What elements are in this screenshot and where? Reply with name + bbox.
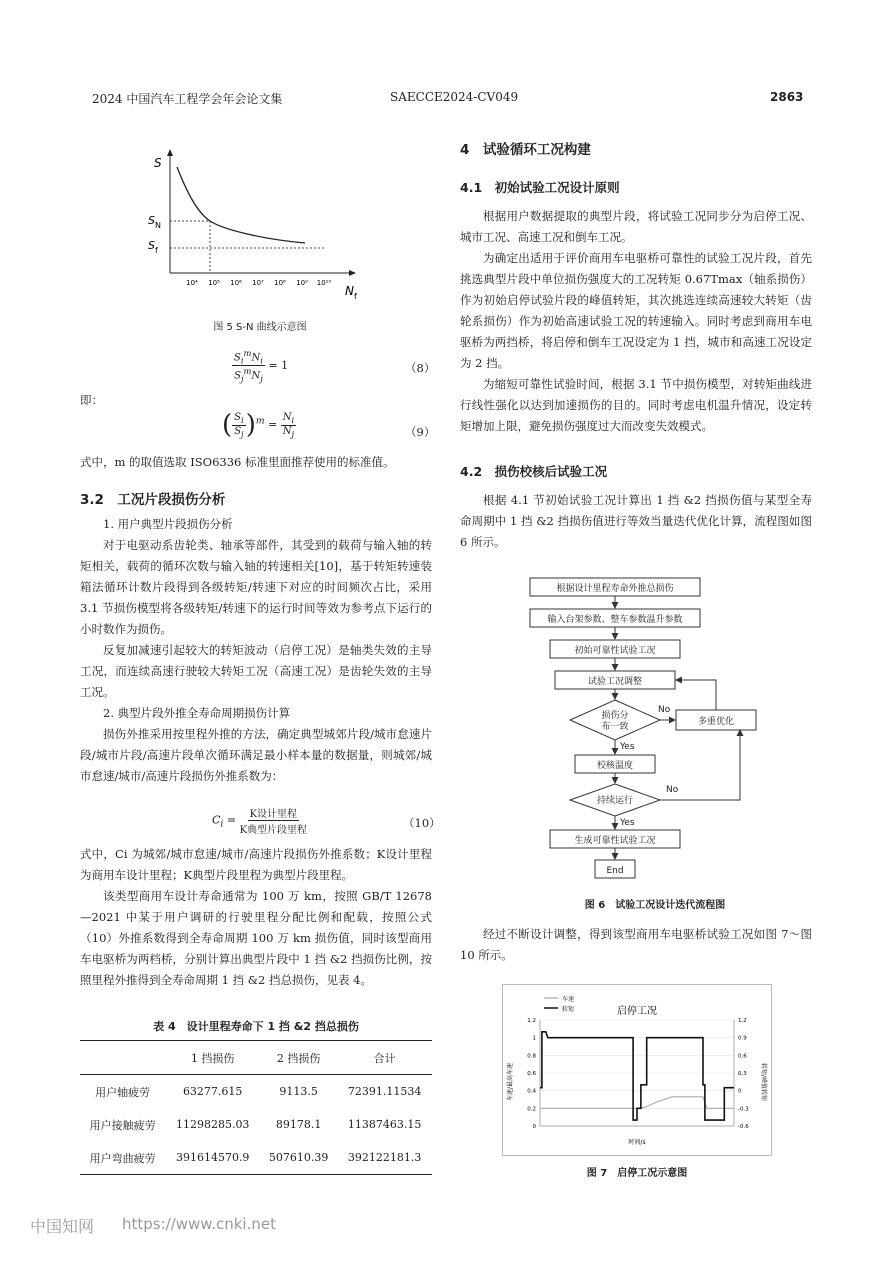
sec32-body [80,514,432,787]
chart-y-label: 车速/最高车速 [507,1062,514,1102]
chart-y-tick: 1.2 [527,1018,536,1024]
fc-yes-2: Yes [620,818,635,828]
sec41-para1: 根据用户数据提取的典型片段，将试验工况同步分为启停工况、城市工况、高速工况和倒车工况。 [460,209,812,244]
y-axis-label: S [154,156,162,170]
table-row [80,1141,432,1175]
sec32-sub1: 1. 用户典型片段损伤分析 [103,517,233,531]
chart-title: 启停工况 [617,1006,657,1017]
table-cell: 用户轴疲劳 [95,1085,151,1099]
legend-label-torque: 转矩 [562,1006,575,1013]
fc-yes-1: Yes [620,742,635,752]
table-cell: 11298285.03 [175,1118,250,1131]
sec32-body-2 [80,844,432,991]
sf-label: S [148,239,155,252]
table-cell: 9113.5 [279,1085,318,1098]
sec41-body [460,206,812,437]
sn-tick-label: 10¹⁰ [316,279,332,287]
sec42-para5: 经过不断设计调整，得到该型商用车电驱桥试验工况如图 7～图 10 所示。 [460,927,812,962]
chart-y2-label: 转矩/峰值转矩 [760,1062,767,1102]
start-stop-chart [502,984,772,1156]
eq10-num: K设计里程 [248,805,299,821]
eq9-number: （9） [405,425,436,439]
x-axis-label-sub: f [354,292,357,301]
equation-8: $\frac{S_i^mN_i}{S_j^mN_j}$ = 1 [234,348,289,384]
eq-intro: 即： [80,393,103,407]
sn-tick-label: 10⁴ [186,279,198,287]
fc-box-5-text: 校核温度 [596,761,634,771]
sn-tick-label: 10⁵ [208,279,220,287]
sec41-para2: 为确定出适用于评价商用车电驱桥可靠性的试验工况片段，首先挑选典型片段中单位损伤强度大的工况转矩 0.67Tmax（轴系损伤）作为初始启停试验片段的峰值转矩，其次挑选连续高速较大转矩（齿轮系损伤）作为初始高速试验工况的转速输入。同时考虑到商用车电驱桥为两挡桥，将启停和倒车工况设定为 1 挡，城市和高速工况设定为 2 挡。 [460,251,812,370]
sec4-title: 4 试验循环工况构建 [460,142,591,158]
y-axis-arrow [167,149,173,156]
sn-tick-label: 10⁸ [274,279,286,287]
table-cell: 391614570.9 [165,1141,260,1175]
fc-box-2-text: 输入台架参数、整车参数温升参数 [547,615,683,625]
eq10-number: （10） [403,816,441,830]
sn-tick-label: 10⁷ [252,279,264,287]
eq9-rhs: = [268,418,278,431]
table-cell: 89178.1 [275,1118,322,1131]
table-cell: 用户弯曲疲劳 [80,1141,165,1175]
cnki-logo: 中国知网 [30,1217,95,1236]
page-number: 2863 [770,90,804,104]
flowchart-fig6 [520,568,790,888]
table4-header-row [80,1041,432,1075]
sec32-para2: 反复加减速引起较大的转矩波动（启停工况）是轴类失效的主导工况，而连续高速行驶较大转矩工况（高速工况）是齿轮失效的主导工况。 [80,643,432,699]
table-cell: 72391.11534 [347,1085,422,1098]
fc-decision-1-text-a: 损伤分 [601,711,629,721]
table4-header [80,1041,165,1075]
sec41-para3: 为缩短可靠性试验时间，根据 3.1 节中损伤模型，对转矩曲线进行线性强化以达到加速损伤的目的。同时考虑电机温升情况，设定转矩增加上限，避免损伤强度过大而改变失效模式。 [460,377,812,433]
eq10-den: K典型片段里程 [239,825,308,836]
sec32-para3: 损伤外推采用按里程外推的方法，确定典型城郊片段/城市怠速片段/城市片段/高速片段单次循环满足最小样本量的数据量，则城郊/城市怠速/城市/高速片段损伤外推系数为： [80,727,432,783]
running-header-left: 2024 中国汽车工程学会年会论文集 [92,92,283,106]
table-row [80,1075,432,1109]
table-cell: 11387463.15 [347,1118,422,1131]
eq8-rhs: = 1 [268,358,289,372]
equation-9: ( $\frac{S_i}{S_j}$ )$^m$ = $\frac{N_i}{N_j}$ [222,410,295,440]
legend-label-speed: 车速 [562,996,575,1003]
after-eq9: 式中，m 的取值选取 ISO6336 标准里面推荐使用的标准值。 [80,455,395,469]
chart-y-tick: 1 [532,1035,536,1042]
fc-box-1-text: 根据设计里程寿命外推总损伤 [556,584,674,594]
sf-label-sub: f [155,246,158,255]
chart-y2-tick: 0.6 [738,1053,747,1060]
sec32-para1: 对于电驱动系齿轮类、轴承等部件，其受到的载荷与输入轴的转矩相关，载荷的循环次数与输入轴的转速相关[10]，基于转矩转速装箱法循环计数片段得到各级转矩/转速下对应的时间频次占比，采用 3.1 节损伤模型将各级转矩/转速下的运行时间等效为参考点下运行的小时数作为损伤。 [80,538,432,636]
table4-header: 1 挡损伤 [165,1041,260,1075]
sec42-title: 4.2 损伤校核后试验工况 [460,464,608,479]
table4-header: 2 挡损伤 [260,1041,337,1075]
fig7-caption: 图 7 启停工况示意图 [586,1168,688,1179]
chart-y-tick: 0.4 [527,1088,536,1095]
sec42-body-2 [460,924,812,966]
fig5-caption: 图 5 S-N 曲线示意图 [213,322,307,333]
equation-10: $C_i$ = $\frac{\text{K设计里程}}{\text{K典型片段里程}}$ [212,805,307,836]
running-header-center: SAECCE2024-CV049 [390,90,519,104]
table-cell: 507610.39 [260,1141,337,1175]
chart-y2-tick: -0.3 [738,1106,749,1113]
table-row [80,1108,432,1141]
x-axis-label: N [345,284,354,298]
sn-label: S [148,214,155,227]
sn-tick-label: 10⁹ [296,279,308,287]
sn-label-sub: N [155,221,161,230]
sec41-title: 4.1 初始试验工况设计原则 [460,180,620,195]
chart-y2-tick: -0.6 [738,1124,749,1130]
eq10-sub: i [220,818,224,830]
sec32-sub2: 2. 典型片段外推全寿命周期损伤计算 [103,706,291,720]
fc-end-text: End [606,866,624,876]
fc-no-2: No [666,785,679,795]
chart-x-label: 时间/s [628,1139,646,1146]
sec42-para4: 根据 4.1 节初始试验工况计算出 1 挡 &2 挡损伤值与某型全寿命周期中 1 挡 &2 挡损伤值进行等效当量迭代优化计算，流程图如图 6 所示。 [460,493,812,549]
chart-y-tick: 0 [532,1124,536,1130]
table4-caption: 表 4 设计里程寿命下 1 挡 &2 挡总损伤 [153,1020,359,1033]
sec32-para4: 式中，Ci 为城郊/城市怠速/城市/高速片段损伤外推系数；K设计里程为商用车设计里程；K典型片段里程为典型片段里程。 [80,847,432,882]
table4 [80,1040,432,1175]
x-axis-arrow [349,270,356,276]
fc-decision-1-text-b: 布一致 [601,722,629,732]
sn-tick-label: 10⁶ [230,279,242,287]
chart-y-tick: 0.8 [527,1053,536,1060]
table-cell: 392122181.3 [337,1141,432,1175]
fc-no-1: No [658,705,671,715]
fc-decision-2-text: 持续运行 [596,796,634,806]
chart-y2-tick: 1.2 [738,1018,747,1024]
table-cell: 63277.615 [182,1085,243,1098]
cnki-url[interactable]: https://www.cnki.net [122,1215,276,1233]
sn-curve [177,167,305,243]
sec32-title: 3.2 工况片段损伤分析 [80,492,226,508]
fc-side-text: 多重优化 [697,717,735,727]
chart-y2-tick: 0.3 [738,1071,747,1077]
eq10-c: C [212,813,221,827]
fc-box-6-text: 生成可靠性试验工况 [574,836,656,846]
sec32-para5: 该类型商用车设计寿命通常为 100 万 km，按照 GB/T 12678—2021 中某于用户调研的行驶里程分配比例和配载，按照公式（10）外推系数得到全寿命周期 100 万 km 损伤值，同时该型商用车电驱桥为两档桥，分别计算出典型片段中 1 挡 &2 挡损伤比例，按照里程外推得到全寿命周期 1 挡 &2 挡总损伤，见表 4。 [80,889,432,987]
eq8-number: （8） [405,361,436,375]
fc-box-4-text: 试验工况调整 [587,677,643,687]
sn-curve-figure [140,145,370,305]
table-cell: 用户接触疲劳 [89,1118,156,1132]
chart-y2-tick: 0.9 [738,1035,747,1042]
chart-y-tick: 0.6 [527,1071,536,1077]
chart-y2-tick: 0 [738,1088,742,1095]
sec42-body [460,490,812,553]
fig6-caption: 图 6 试验工况设计迭代流程图 [584,900,726,911]
fc-box-3-text: 初始可靠性试验工况 [574,646,656,656]
chart-y-tick: 0.2 [527,1106,536,1113]
table4-header: 合计 [337,1041,432,1075]
